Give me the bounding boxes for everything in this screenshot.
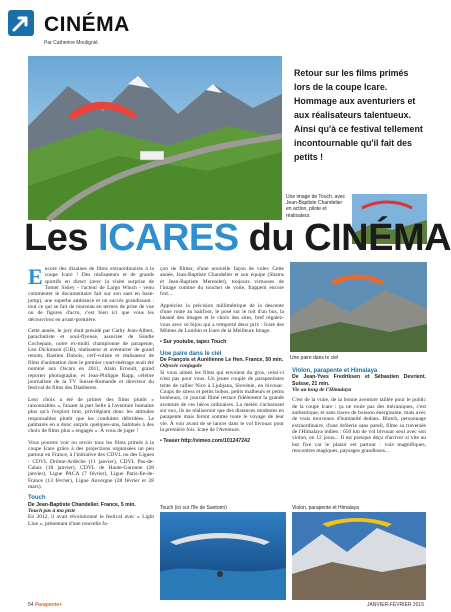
section-badge-icon xyxy=(8,10,34,36)
caption-touch: Une image de Touch, avec Jean-Baptiste Chandelier en action, pilote et réalisateur. xyxy=(286,194,346,219)
link-youtube[interactable]: • Sur youtube, tapez Touch xyxy=(160,339,227,346)
subheading-touch: Touch xyxy=(28,495,46,502)
col1-paragraph: En 2012, il avait révolutionné le festival avec « Light Line », présentant d'une nouvelle fa- xyxy=(28,514,154,527)
col1-paragraph: Cette année, le jury était présidé par Cathy Jean-Albert, parachutiste et soul-flyeuse, associée de Sandie Cochepain, notre ex-multi championne de parapente, Leo Dickinson (GB), réalisateur et aventurier de grand renom, Bastien Dubois, cerf-voliste et réalisateur de films d'animation dont le premier court-métrage avait été nominé aux Oscars en 2011, Alain Ernoult, grand reporter photographe, et Jean-Philippe Rapp, célèbre journaliste de la TV Suisse-Romande et directeur du festival de films des Diablerets. xyxy=(28,328,154,392)
film-subtitle: Odyssée conjugale xyxy=(160,363,203,370)
link-vimeo[interactable]: • Teaser http://vimeo.com/101247242 xyxy=(160,438,250,445)
col2-paragraph: çon de filmer, d'une nouvelle façon de voler. Cette année, Jean-Baptiste Chandelier et son équipe (Shams et Jean-Baptiste Merendet), toujours virtuoses de l'image comme du toucher de voile, frappent encore fort... xyxy=(160,266,284,298)
film-meta: De François et Aurélienne Le Hen. France, 50 min. xyxy=(160,357,284,364)
page-number: 54 xyxy=(28,602,34,608)
photo-paire xyxy=(290,262,427,352)
dropcap: E xyxy=(28,264,43,289)
caption-himalaya: Violon, parapente et Himalaya xyxy=(292,505,359,511)
magazine-name: Parapente+ xyxy=(34,602,63,608)
film-subtitle: Vie au long de l'Himalaya xyxy=(292,387,352,394)
subheading-himalaya: Violon, parapente et Himalaya xyxy=(292,368,378,374)
photo-touch-mountain xyxy=(28,56,282,220)
col1-paragraph: Vous pourrez voir ou revoir tous les films primés à la coupe Icare grâce à des projections organisées un peu partout en France, à l'initiative des CDVL ou des Ligues : CDVL Drôme-Ardèche (11 janvier), CDVL Pas-de-Calais (18 janvier), CDVL de Haute-Garonne (28 janvier), Ligue PACA (7 février), Ligue Paris-Ile-de-France (13 février), Ligue Auvergne (28 février et 28 mars). xyxy=(28,439,154,490)
film-subtitle: Touch pas à ma piste xyxy=(28,508,76,515)
col1-paragraph: Leur choix a été de primer des films plutôt « raisonnables », faisant la part belle à l'aventure humaine plus qu'à l'exploit brut, privilégiant donc les attitudes responsables plutôt que les conduites débridées. Le palmarès en a donc surpris quelques-uns, habitués à des choix de films plus « engagés ». À vous de juger ! xyxy=(28,396,154,435)
subheading-paire: Une paire dans le ciel xyxy=(160,350,222,357)
column-2 xyxy=(160,266,284,450)
column-3 xyxy=(292,366,426,459)
footer-date: JANVIER-FÉVRIER 2015 xyxy=(367,602,424,608)
col2-paragraph: Si vous aimez les films qui envoient du gros, celui-ci n'est pas pour vous. Un jeune couple de parapentistes tente de rallier Nice à Ljubjana, Slovénie, en bivouac. Coups de stress et petits bobos, petits malheurs et petits bonheurs, ce journal filmé retrace fidèlement la grande aventure de ces héros ordinaires. La météo s'acharnant sur eux, ils ne réaliseront que des distances modestes en parapente mais feront somme toute le voyage de leur vie. À voir avant de se lancer dans le vol bivouac pour la première fois. Icare de l'Aventure. xyxy=(160,369,284,433)
col2-paragraph: Appréciez la précision millimétrique de la descente d'une route au hairfoot, le posé sur le toit d'un bus, la beauté des images et le choix des sites, bref régalez-vous avec ce bijou qui a remporté deux prix : Icare des Mômes de Lumbin et Icare de la Meilleure Image. xyxy=(160,302,284,335)
photo-santorin xyxy=(160,512,286,600)
caption-paire: Une paire dans le ciel xyxy=(290,355,339,361)
col3-paragraph: C'est de la vraie, de la bonne aventure taillée pour le public de la coupe Icare : ça ne roule pas des mécaniques, c'est authentique, et sans traces de boisson énergisante, mais avec de vrais morceaux d'humanité dedans. Blutch, personnage extraordinaire, d'une drôlerie sans pareil, filme sa traversée de l'Himalaya indien : 650 km de vol bivouac seul avec son violon, en 12 jours... Il est presque déçu d'arriver si vite au but fixé car le plaisir est partout : vols magnifiques, rencontres magiques, paysages grandioses... xyxy=(292,397,426,455)
intro-text: Retour sur les films primés lors de la coupe Icare. Hommage aux aventuriers et aux réalisateurs talentueux. Ainsi qu'à ce festival tellement incontournable qu'il fait des petits ! xyxy=(294,68,423,162)
film-meta: De Jean-Baptiste Chandelier. France, 5 min. xyxy=(28,501,136,508)
film-meta: De Jean-Yves Fredriksen et Sébastien Devrient. Suisse, 21 min. xyxy=(292,374,426,387)
section-title: CINÉMA xyxy=(44,13,130,36)
page-headline: Les ICARES du CINÉMA xyxy=(24,217,451,259)
column-1 xyxy=(28,266,154,532)
caption-santorin: Touch (ici sur l'île de Santorin) xyxy=(160,505,227,511)
col1-paragraph: ncore des dizaines de films extraordinaires à la coupe Icare ! Des réalisateurs et de grands sportifs en direct (avec la visite surprise de Tomer Sisley - l'acteur de Largo Winch - venu commenter le documentaire fait sur son saut en base-jump), une superbe ambiance et un succès grandissant : tout ce qui se fait de nouveau en termes de prise de vue ou de figures d'acro, c'est bien ici que vous les découvrirez en avant-première. xyxy=(28,266,154,323)
footer-left xyxy=(28,602,62,608)
byline: Par Catherine Moulignié. xyxy=(44,40,100,46)
photo-himalaya xyxy=(292,512,426,600)
